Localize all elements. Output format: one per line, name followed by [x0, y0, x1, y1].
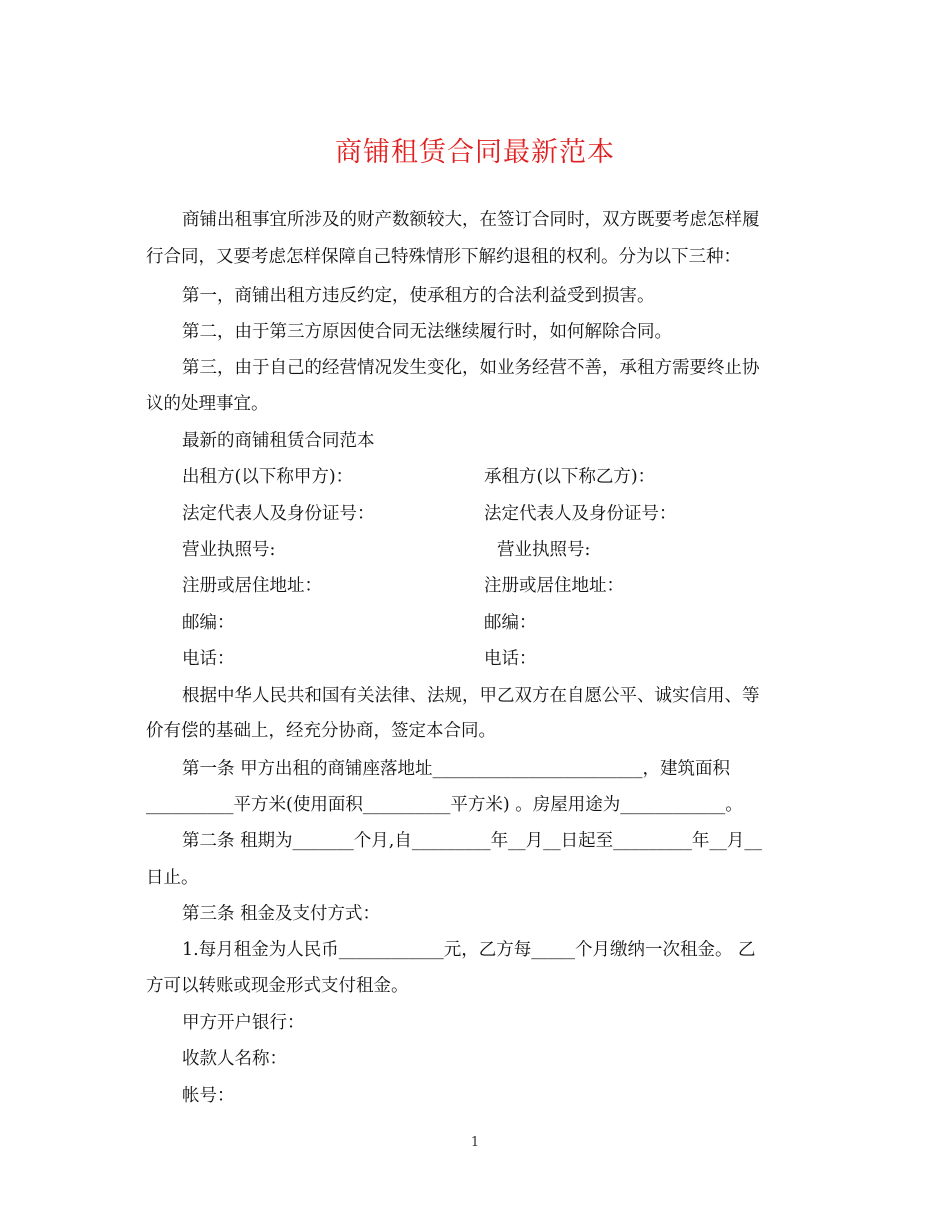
- basis-line-2: 价有偿的基础上，经充分协商，签定本合同。: [146, 721, 496, 741]
- bank-label: 甲方开户银行：: [182, 1013, 305, 1033]
- article-2-line-2: 日止。: [146, 868, 199, 888]
- lessor-phone-label: 电话：: [182, 649, 235, 669]
- clause-second: 第二，由于第三方原因使合同无法继续履行时，如何解除合同。: [182, 322, 672, 342]
- lessor-zip-label: 邮编：: [182, 613, 235, 633]
- lessor-rep-label: 法定代表人及身份证号：: [182, 504, 375, 524]
- clause-third-line-1: 第三，由于自己的经营情况发生变化，如业务经营不善，承租方需要终止协: [182, 358, 760, 378]
- account-label: 帐号：: [182, 1086, 235, 1106]
- lessee-license-label: 营业执照号:: [497, 540, 591, 560]
- article-3-heading: 第三条 租金及支付方式：: [182, 904, 381, 924]
- contract-subtitle: 最新的商铺租赁合同范本: [182, 431, 375, 451]
- article-3-line-2: 方可以转账或现金形式支付租金。: [146, 976, 409, 996]
- article-1-line-2: __________平方米(使用面积__________平方米) 。房屋用途为____________。: [146, 795, 743, 815]
- lessee-phone-label: 电话：: [484, 649, 537, 669]
- intro-line-2: 行合同，又要考虑怎样保障自己特殊情形下解约退租的权利。分为以下三种：: [146, 247, 741, 267]
- intro-line-1: 商铺出租事宜所涉及的财产数额较大，在签订合同时，双方既要考虑怎样履: [182, 210, 760, 230]
- lessee-rep-label: 法定代表人及身份证号：: [484, 504, 677, 524]
- clause-first: 第一，商铺出租方违反约定，使承租方的合法利益受到损害。: [182, 286, 655, 306]
- lessor-license-label: 营业执照号:: [182, 540, 276, 560]
- basis-line-1: 根据中华人民共和国有关法律、法规，甲乙双方在自愿公平、诚实信用、等: [182, 686, 760, 706]
- lessor-label: 出租方(以下称甲方)：: [182, 467, 354, 487]
- article-2-line-1: 第二条 租期为_______个月,自_________年__月__日起至_________年__月__: [182, 831, 762, 851]
- article-1-line-1: 第一条 甲方出租的商铺座落地址________________________，建筑面积: [182, 759, 731, 779]
- lessee-address-label: 注册或居住地址：: [484, 576, 624, 596]
- clause-third-line-2: 议的处理事宜。: [146, 394, 269, 414]
- article-3-line-1: 1.每月租金为人民币____________元，乙方每_____个月缴纳一次租金。 乙: [182, 940, 756, 960]
- lessor-address-label: 注册或居住地址：: [182, 576, 322, 596]
- document-title: 商铺租赁合同最新范本: [335, 137, 615, 168]
- lessee-label: 承租方(以下称乙方)：: [484, 467, 656, 487]
- page-number: 1: [470, 1135, 480, 1150]
- lessee-zip-label: 邮编：: [484, 613, 537, 633]
- payee-label: 收款人名称：: [182, 1049, 287, 1069]
